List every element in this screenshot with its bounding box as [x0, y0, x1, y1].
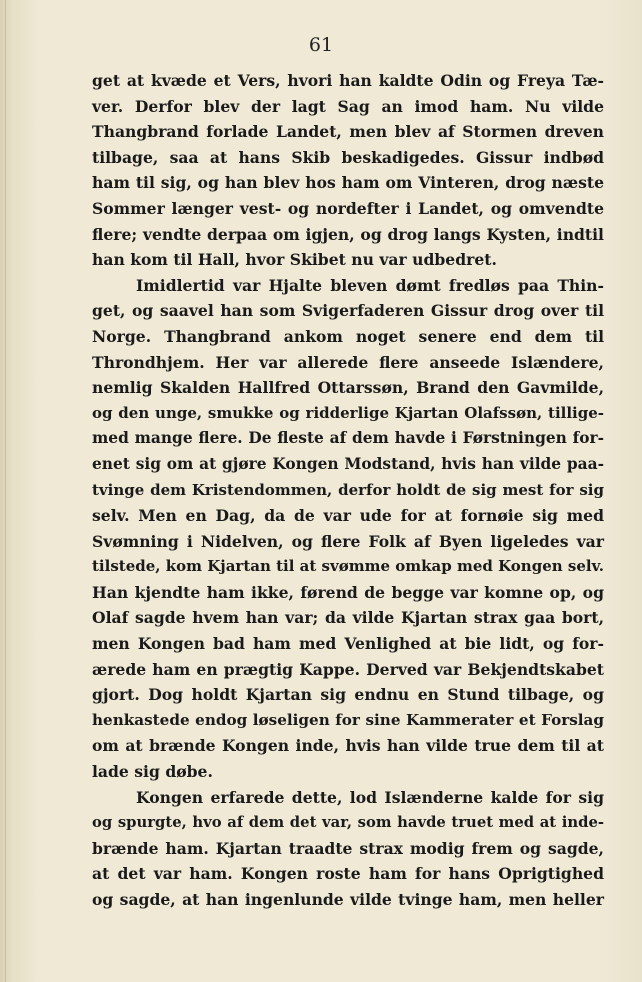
text-line: Imidlertid var Hjalte bleven dømt fredløs paa Thin- [136, 275, 604, 295]
paragraph-1 [92, 68, 604, 273]
text-line: og sagde, at han ingenlunde vilde tvinge ham, men heller [92, 890, 604, 909]
text-line: og den unge, smukke og ridderlige Kjartan Olafssøn, tillige- [92, 403, 604, 422]
text-line: og spurgte, hvo af dem det var, som havde truet med at inde- [92, 814, 604, 832]
text-line: get at kvæde et Vers, hvori han kaldte Odin og Freya Tæ- [92, 71, 604, 90]
text-line: ham til sig, og han blev hos ham om Vinteren, drog næste [92, 173, 604, 193]
text-line: med mange flere. De fleste af dem havde i Førstningen for- [92, 429, 604, 448]
text-line: nemlig Skalden Hallfred Ottarssøn, Brand den Gavmilde, [92, 378, 604, 398]
text-line: tilbage, saa at hans Skib beskadigedes. Gissur indbød [92, 147, 604, 167]
page-edge [5, 0, 6, 982]
body-text [92, 68, 604, 913]
text-line: Thangbrand forlade Landet, men blev af Stormen dreven [92, 122, 604, 142]
page-number: 61 [308, 34, 334, 56]
text-line: brænde ham. Kjartan traadte strax modig frem og sagde, [92, 838, 604, 858]
text-line: om at brænde Kongen inde, hvis han vilde true dem til at [92, 736, 604, 756]
text-line: han kom til Hall, hvor Skibet nu var udbedret. [92, 250, 497, 270]
text-line: Sommer længer vest- og nordefter i Landet, og omvendte [92, 198, 604, 218]
text-line: Olaf sagde hvem han var; da vilde Kjartan strax gaa bort, [92, 608, 604, 628]
text-line: Han kjendte ham ikke, førend de begge var komne op, og [92, 582, 604, 602]
text-line: tvinge dem Kristendommen, derfor holdt de sig mest for sig [92, 480, 604, 499]
text-line: Norge. Thangbrand ankom noget senere end dem til [92, 326, 604, 346]
text-line: tilstede, kom Kjartan til at svømme omkap med Kongen selv. [92, 557, 604, 576]
text-line: get, og saavel han som Svigerfaderen Gissur drog over til [92, 301, 604, 321]
text-line: selv. Men en Dag, da de var ude for at fornøie sig med [92, 506, 604, 526]
text-line: gjort. Dog holdt Kjartan sig endnu en Stund tilbage, og [92, 685, 604, 705]
text-line: Svømning i Nidelven, og flere Folk af Byen ligeledes var [92, 531, 604, 551]
text-line: Kongen erfarede dette, lod Islænderne kalde for sig [136, 787, 604, 807]
paragraph-2 [92, 273, 604, 785]
text-line: flere; vendte derpaa om igjen, og drog langs Kysten, indtil [92, 224, 604, 244]
text-line: Throndhjem. Her var allerede flere anseede Islændere, [92, 352, 604, 372]
paragraph-3 [92, 785, 604, 913]
text-line: enet sig om at gjøre Kongen Modstand, hvis han vilde paa- [92, 454, 604, 473]
text-line: ver. Derfor blev der lagt Sag an imod ham. Nu vilde [92, 96, 604, 116]
text-line: henkastede endog løseligen for sine Kammerater et Forslag [92, 710, 604, 729]
text-line: men Kongen bad ham med Venlighed at bie lidt, og for- [92, 634, 604, 654]
text-line: ærede ham en prægtig Kappe. Derved var Bekjendtskabet [92, 659, 604, 679]
text-line: lade sig døbe. [92, 762, 213, 782]
text-line: at det var ham. Kongen roste ham for hans Oprigtighed [92, 864, 604, 884]
